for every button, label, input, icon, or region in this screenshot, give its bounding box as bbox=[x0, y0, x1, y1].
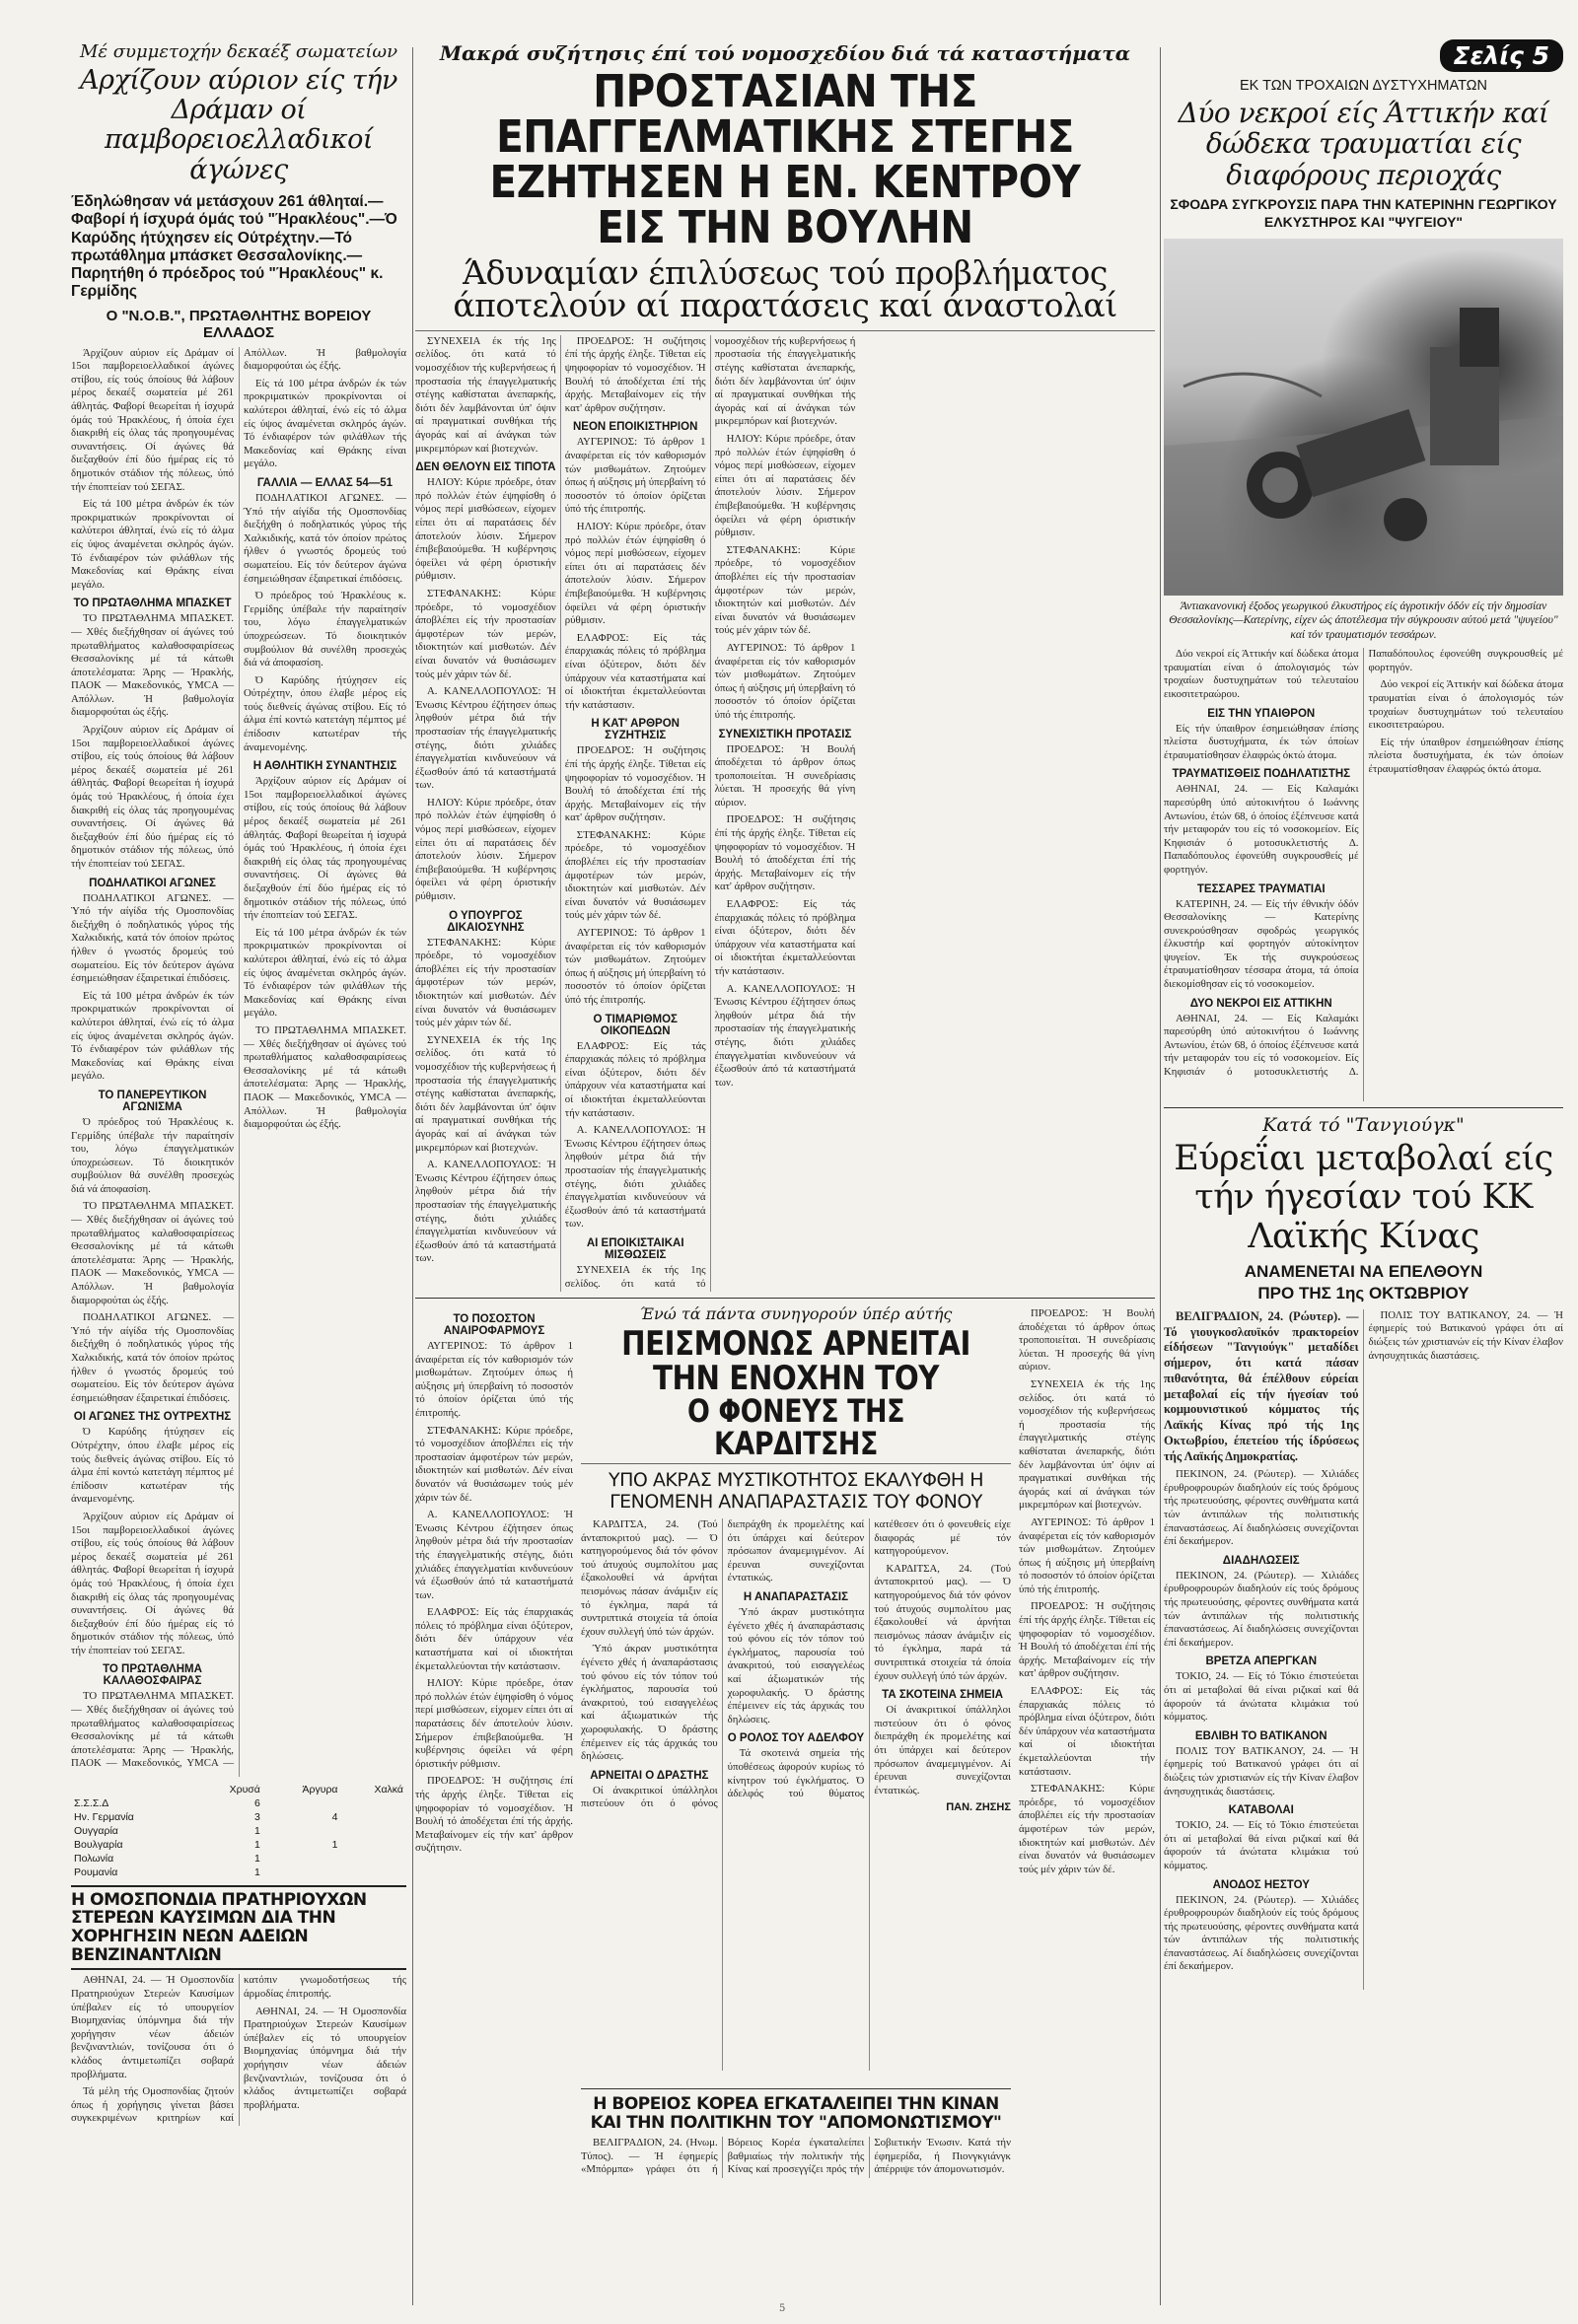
china-body bbox=[1164, 1309, 1563, 1990]
section-head: ΤΟ ΠΑΝΕΡΕΥΤΙΚΟΝ ΑΓΩΝΙΣΜΑ bbox=[98, 1089, 207, 1113]
parliament-body bbox=[415, 335, 1155, 1292]
paragraph: ΣΤΕΦΑΝΑΚΗΣ: Κύριε πρόεδρε, τό νομοσχέδιον άποβλέπει είς τήν προστασίαν άμφοτέρων τών μερών, ιδιοκτητών καί μισθωτών. Δέν είναι δυνατόν νά θυσιάσωμεν τούς μέν χάριν τών δέ. bbox=[415, 587, 556, 680]
paragraph: ΑΥΓΕΡΙΝΟΣ: Τό άρθρον 1 άναφέρεται είς τόν καθορισμόν τών μισθωμάτων. Ζητούμεν όπως ή αύξησις μή ύπερβαίνη τό ποσοστόν τό όποίον όρίζεται ύπό τής έπιτροπής. bbox=[1019, 1515, 1155, 1595]
paragraph: ΠΡΟΕΔΡΟΣ: Ή συζήτησις έπί τής άρχής έληξε. Τίθεται είς ψηφοφορίαν τό νομοσχέδιον. Ή Βουλή τό άποδέχεται έπί τής άρχής. Μεταβαίνομεν είς τήν κατ' άρθρον συζήτησιν. bbox=[564, 334, 706, 414]
section-head: ΠΟΔΗΛΑΤΙΚΟΙ ΑΓΩΝΕΣ bbox=[89, 877, 216, 889]
paragraph: ΠΕΚΙΝΟΝ, 24. (Ρώυτερ). — Χιλιάδες έρυθροφρουρών διαδηλούν είς τούς δρόμους τής πρωτευούσης, φέροντες συνθήματα κατά τών άντιπάλων τής πολιτιστικής έπαναστάσεως. Αί διαδηλώσεις συνεχίζονται έπί δεκαήμερον. bbox=[1164, 1893, 1359, 1973]
section-head: ΣΥΝΕΧΙΣΤΙΚΗ ΠΡΟΤΑΣΙΣ bbox=[718, 728, 852, 740]
accidents-body bbox=[1164, 648, 1563, 1101]
paragraph: ΠΕΚΙΝΟΝ, 24. (Ρώυτερ). — Χιλιάδες έρυθροφρουρών διαδηλούν είς τούς δρόμους τής πρωτευούσης, φέροντες συνθήματα κατά τών άντιπάλων τής πολιτιστικής έπαναστάσεως. Αί διαδηλώσεις συνεχίζονται έπί δεκαήμερον. bbox=[1164, 1569, 1359, 1649]
accidents-headline: Δύο νεκροί είς Άττικήν καί δώδεκα τραυματίαι είς διαφόρους περιοχάς bbox=[1178, 97, 1549, 191]
paragraph: Άρχίζουν αύριον είς Δράμαν οί 15οι παμβορειοελλαδικοί άγώνες στίβου, είς τούς όποίους θά λάβουν μέρος δεκαέξ σωματεία μέ 261 άθλητάς. Φαβορί θεωρείται ή ίσχυρά όμάς τού Ήρακλέους, ή όποία έχει διακριθή είς όλας τάς προηγουμένας συναντήσεις. Οί άγώνες θά διεξαχθούν έπί δύο ήμέρας είς τό δημοτικόν στάδιον τής πόλεως, ύπό τήν έποπτείαν τού ΣΕΓΑΣ. bbox=[71, 346, 234, 493]
paragraph: Ύπό άκραν μυστικότητα έγένετο χθές ή άναπαράστασις τού φόνου είς τόν τόπον τού έγκλήματος, παρουσία τού άνακριτού, τού εισαγγελέως καί άξιωματικών τής χωροφυλακής. Ό δράστης έπέμεινεν είς τάς άρχικάς του δηλώσεις. bbox=[727, 1605, 865, 1725]
paragraph: Άρχίζουν αύριον είς Δράμαν οί 15οι παμβορειοελλαδικοί άγώνες στίβου, είς τούς όποίους θά λάβουν μέρος δεκαέξ σωματεία μέ 261 άθλητάς. Φαβορί θεωρείται ή ίσχυρά όμάς τού Ήρακλέους, ή όποία έχει διακριθή είς όλας τάς προηγουμένας συναντήσεις. Οί άγώνες θά διεξαχθούν έπί δύο ήμέρας είς τό δημοτικόν στάδιον τής πόλεως, ύπό τήν έποπτείαν τού ΣΕΓΑΣ. bbox=[71, 724, 234, 870]
accidents-kicker: ΕΚ ΤΩΝ ΤΡΟΧΑΙΩΝ ΔΥΣΤΥΧΗΜΑΤΩΝ bbox=[1240, 78, 1487, 94]
section-head: Ο ΥΠΟΥΡΓΟΣ ΔΙΚΑΙΟΣΥΝΗΣ bbox=[447, 909, 525, 934]
korea-body bbox=[581, 2137, 1011, 2178]
paragraph: Α. ΚΑΝΕΛΛΟΠΟΥΛΟΣ: Ή Ένωσις Κέντρου έζήτησεν όπως ληφθούν μέτρα διά τήν προστασίαν τής έπαγγελματικής στέγης, διότι χιλιάδες έπαγγελματίαι κινδυνεύουν νά έξωσθούν άπό τά καταστήματά των. bbox=[564, 1124, 706, 1231]
paragraph: ΣΤΕΦΑΝΑΚΗΣ: Κύριε πρόεδρε, τό νομοσχέδιον άποβλέπει είς τήν προστασίαν άμφοτέρων τών μερών, ιδιοκτητών καί μισθωτών. Δέν είναι δυνατόν νά θυσιάσωμεν τούς μέν χάριν τών δέ. bbox=[415, 936, 556, 1029]
section-head: ΤΑ ΣΚΟΤΕΙΝΑ ΣΗΜΕΙΑ bbox=[882, 1689, 1004, 1702]
paragraph: Α. ΚΑΝΕΛΛΟΠΟΥΛΟΣ: Ή Ένωσις Κέντρου έζήτησεν όπως ληφθούν μέτρα διά τήν προστασίαν τής έπαγγελματικής στέγης, διότι χιλιάδες έπαγγελματίαι κινδυνεύουν νά έξωσθούν άπό τά καταστήματά των. bbox=[415, 685, 556, 792]
column-rule bbox=[412, 47, 413, 2305]
section-head: ΚΑΤΑΒΟΛΑΙ bbox=[1228, 1804, 1294, 1817]
kardits-headline-3: Ο ΦΟΝΕΥΣ ΤΗΣ ΚΑΡΔΙΤΣΗΣ bbox=[686, 1392, 905, 1462]
medal-header-cell: Χαλκά bbox=[374, 1783, 403, 1796]
paragraph: ΒΕΛΙΓΡΑΔΙΟΝ, 24. (Ηνωμ. Τύπος). — Ή έφημερίς «Μπόρμπα» γράφει ότι ή Βόρειος Κορέα έγκαταλείπει βαθμιαίως τήν πολιτικήν τής Κίνας καί προσεγγίζει πρός τήν Σοβιετικήν Ένωσιν. Κατά τήν έφημερίδα, ή Πιονγκγιάνγκ άπέρριψε τόν άπομονωτισμόν. bbox=[581, 2137, 1011, 2176]
paragraph: ΗΛΙΟΥ: Κύριε πρόεδρε, όταν πρό πολλών έτών έψηφίσθη ό νόμος περί μισθώσεων, είχομεν είπει ότι αί παρατάσεις δέν άποτελούν λύσιν. Σήμερον έπιβεβαιούμεθα. Ή κυβέρνησις όφείλει νά φέρη όριστικήν ρύθμισιν. bbox=[415, 1677, 573, 1770]
paragraph: Α. ΚΑΝΕΛΛΟΠΟΥΛΟΣ: Ή Ένωσις Κέντρου έζήτησεν όπως ληφθούν μέτρα διά τήν προστασίαν τής έπαγγελματικής στέγης, διότι χιλιάδες έπαγγελματίαι κινδυνεύουν νά έξωσθούν άπό τά καταστήματά των. bbox=[714, 982, 856, 1089]
section-head: ΓΑΛΛΙΑ — ΕΛΛΑΣ 54—51 bbox=[256, 476, 394, 489]
section-head: ΤΟ ΠΟΣΟΣΤΟΝ ΑΝΑΙΡΟΦΑΡΜΟΥΣ bbox=[443, 1313, 545, 1337]
paragraph: ΕΛΑΦΡΟΣ: Είς τάς έπαρχιακάς πόλεις τό πρόβλημα είναι όξύτερον, διότι δέν ύπάρχουν νέα καταστήματα καί οί ιδιοκτήται έκμεταλλεύονται τήν κατάστασιν. bbox=[564, 631, 706, 711]
medal-cell: 1 bbox=[331, 1838, 338, 1851]
parliament-headline-2: ΕΖΗΤΗΣΕΝ Η ΕΝ. ΚΕΝΤΡΟΥ ΕΙΣ ΤΗΝ ΒΟΥΛΗΝ bbox=[489, 155, 1081, 253]
korea-headline: Η ΒΟΡΕΙΟΣ ΚΟΡΕΑ ΕΓΚΑΤΑΛΕΙΠΕΙ ΤΗΝ ΚΙΝΑΝ ΚΑΙ ΤΗΝ ΠΟΛΙΤΙΚΗΝ ΤΟΥ "ΑΠΟΜΟΝΩΤΙΣΜΟΥ" bbox=[590, 2094, 1002, 2134]
section-head: ΤΟ ΠΡΩΤΑΘΛΗΜΑ ΜΠΑΣΚΕΤ bbox=[73, 598, 232, 610]
paragraph: Ύπό άκραν μυστικότητα έγένετο χθές ή άναπαράστασις τού φόνου είς τόν τόπον τού έγκλήματος, παρουσία τού άνακριτού, τού εισαγγελέως καί άξιωματικών τής χωροφυλακής. Ό δράστης έπέμεινεν είς τάς άρχικάς του δηλώσεις. bbox=[581, 1643, 718, 1763]
divider bbox=[1164, 1107, 1563, 1108]
medal-header-cell: Άργυρα bbox=[302, 1783, 338, 1796]
paragraph: ΠΡΟΕΔΡΟΣ: Ή συζήτησις έπί τής άρχής έληξε. Τίθεται είς ψηφοφορίαν τό νομοσχέδιον. Ή Βουλή τό άποδέχεται έπί τής άρχής. Μεταβαίνομεν είς τήν κατ' άρθρον συζήτησιν. bbox=[714, 813, 856, 893]
parliament-headline-4: άποτελούν αί παρατάσεις καί άναστολαί bbox=[453, 286, 1117, 325]
kardits-side-left bbox=[415, 1307, 573, 2185]
medal-cell bbox=[263, 1866, 341, 1879]
paragraph: Α. ΚΑΝΕΛΛΟΠΟΥΛΟΣ: Ή Ένωσις Κέντρου έζήτησεν όπως ληφθούν μέτρα διά τήν προστασίαν τής έπαγγελματικής στέγης, διότι χιλιάδες έπαγγελματίαι κινδυνεύουν νά έξωσθούν άπό τά καταστήματά των. bbox=[415, 1509, 573, 1601]
photo-caption: Άντιακανονική έξοδος γεωργικού έλκυστήρος είς άγροτικήν όδόν είς τήν δημοσίαν Θεσσαλονίκης—Κατερίνης, είχεν ώς άποτέλεσμα τήν σύγκρουσιν αύτού μετά "ψυγείου" καί τόν τραυματισμόν τεσσάρων. bbox=[1169, 600, 1558, 641]
paragraph: ΗΛΙΟΥ: Κύριε πρόεδρε, όταν πρό πολλών έτών έψηφίσθη ό νόμος περί μισθώσεων, είχομεν είπει ότι αί παρατάσεις δέν άποτελούν λύσιν. Σήμερον έπιβεβαιούμεθα. Ή κυβέρνησις όφείλει νά φέρη όριστικήν ρύθμισιν. bbox=[714, 433, 856, 539]
medal-cell: Ουγγαρία bbox=[74, 1824, 118, 1837]
medal-header-cell bbox=[71, 1783, 194, 1796]
paragraph: ΑΥΓΕΡΙΝΟΣ: Τό άρθρον 1 άναφέρεται είς τόν καθορισμόν τών μισθωμάτων. Ζητούμεν όπως ή αύξησις μή ύπερβαίνη τό ποσοστόν τό όποίον όρίζεται ύπό τής έπιτροπής. bbox=[564, 927, 706, 1006]
section-head: ΟΙ ΑΓΩΝΕΣ ΤΗΣ ΟΥΤΡΕΧΤΗΣ bbox=[73, 1411, 232, 1424]
paragraph: Τά σκοτεινά σημεία τής ύποθέσεως άφορούν κυρίως τό κίνητρον τού έγκλήματος. Ό άδελφός τού θύματος κατέθεσεν ότι ό φονευθείς είχε διαφοράς μέ τόν κατηγορούμενον. bbox=[727, 1518, 1011, 1800]
medal-cell bbox=[341, 1866, 407, 1879]
kardits-body bbox=[581, 1518, 1011, 2071]
sports-kicker: Μέ συμμετοχήν δεκαέξ σωματείων bbox=[79, 41, 398, 62]
page-number: 5 bbox=[779, 2303, 786, 2314]
parliament-headline-1: ΠΡΟΣΤΑΣΙΑΝ ΤΗΣ ΕΠΑΓΓΕΛΜΑΤΙΚΗΣ ΣΤΕΓΗΣ bbox=[496, 65, 1074, 163]
medal-cell: 1 bbox=[254, 1824, 260, 1837]
paragraph: Ό Καρύδης ήτύχησεν είς Ούτρέχτην, όπου έλαβε μέρος είς τούς διεθνείς άγώνας στίβου. Είς τό άλμα έπί κοντώ κατετάγη πέμπτος μέ έπίδοσιν κατωτέραν τής άναμενομένης. bbox=[244, 673, 406, 753]
paragraph: ΑΥΓΕΡΙΝΟΣ: Τό άρθρον 1 άναφέρεται είς τόν καθορισμόν τών μισθωμάτων. Ζητούμεν όπως ή αύξησις μή ύπερβαίνη τό ποσοστόν τό όποίον όρίζεται ύπό τής έπιτροπής. bbox=[714, 641, 856, 721]
page-section-badge: Σελίς 5 bbox=[1440, 39, 1563, 72]
fuel-story bbox=[71, 1885, 406, 1971]
kardits-byline: ΠΑΝ. ΖΗΣΗΣ bbox=[946, 1801, 1011, 1814]
medal-cell bbox=[263, 1796, 341, 1810]
medal-cell: 1 bbox=[254, 1838, 260, 1851]
paragraph: ΕΛΑΦΡΟΣ: Είς τάς έπαρχιακάς πόλεις τό πρόβλημα είναι όξύτερον, διότι δέν ύπάρχουν νέα καταστήματα καί οί ιδιοκτήται έκμεταλλεύονται τήν κατάστασιν. bbox=[415, 1606, 573, 1672]
fuel-headline: Η ΟΜΟΣΠΟΝΔΙΑ ΠΡΑΤΗΡΙΟΥΧΩΝ ΣΤΕΡΕΩΝ ΚΑΥΣΙΜΩΝ ΔΙΑ ΤΗΝ ΧΟΡΗΓΗΣΙΝ ΝΕΩΝ ΑΔΕΙΩΝ ΒΕΝΖΙΝΑΝΤΛΙΩΝ bbox=[71, 1889, 367, 1965]
medal-cell bbox=[341, 1824, 407, 1838]
accidents-column bbox=[1164, 39, 1563, 2307]
korea-story bbox=[581, 2082, 1011, 2178]
accidents-sub: ΣΦΟΔΡΑ ΣΥΓΚΡΟΥΣΙΣ ΠΑΡΑ ΤΗΝ ΚΑΤΕΡΙΝΗΝ ΓΕΩΡΓΙΚΟΥ ΕΛΚΥΣΤΗΡΟΣ ΚΑΙ "ΨΥΓΕΙΟΥ" bbox=[1170, 196, 1557, 230]
section-head: ΝΕΟΝ ΕΠΟΙΚΙΣΤΗΡΙΟΝ bbox=[573, 421, 698, 434]
paragraph: Δύο νεκροί είς Άττικήν καί δώδεκα άτομα τραυματίαι είναι ό άπολογισμός τών τροχαίων δυστυχημάτων τού τελευταίου εικοσιτετραώρου. bbox=[1164, 648, 1359, 700]
paragraph: ΠΟΔΗΛΑΤΙΚΟΙ ΑΓΩΝΕΣ. — Ύπό τήν αίγίδα τής Ομοσπονδίας διεξήχθη ό ποδηλατικός γύρος τής Χαλκιδικής, κατά τόν όποίον πρώτος ήλθεν ό γνωστός δρομεύς τού σωματείου. Είς τόν δεύτερον άγώνα έσημειώθησαν έξαιρετικαί έπιδόσεις. bbox=[71, 1311, 234, 1404]
paragraph: ΗΛΙΟΥ: Κύριε πρόεδρε, όταν πρό πολλών έτών έψηφίσθη ό νόμος περί μισθώσεων, είχομεν είπει ότι αί παρατάσεις δέν άποτελούν λύσιν. Σήμερον έπιβεβαιούμεθα. Ή κυβέρνησις όφείλει νά φέρη όριστικήν ρύθμισιν. bbox=[564, 521, 706, 627]
medal-cell bbox=[263, 1852, 341, 1866]
paragraph: Είς τά 100 μέτρα άνδρών έκ τών προκριματικών προκρίνονται οί καλύτεροι άθληταί, ένώ είς τό άλμα είς ύψος άναμένεται σκληρός άγών. Τό ένδιαφέρον τών φιλάθλων τής Μακεδονίας καί Θράκης είναι μεγάλο. bbox=[71, 498, 234, 591]
fuel-body bbox=[71, 1974, 406, 2126]
paragraph: ΑΘΗΝΑΙ, 24. — Ή Ομοσπονδία Πρατηριούχων Στερεών Καυσίμων ύπέβαλεν είς τό υπουργείον Βιομηχανίας ύπόμνημα διά τήν χορήγησιν νέων άδειών βενζιναντλιών, τονίζουσα ότι ό κλάδος άντιμετωπίζει σοβαρά προβλήματα. bbox=[71, 1974, 234, 2080]
paragraph: ΑΘΗΝΑΙ, 24. — Ή Ομοσπονδία Πρατηριούχων Στερεών Καυσίμων ύπέβαλεν είς τό υπουργείον Βιομηχανίας ύπόμνημα διά τήν χορήγησιν νέων άδειών βενζιναντλιών, τονίζουσα ότι ό κλάδος άντιμετωπίζει σοβαρά προβλήματα. bbox=[244, 2005, 406, 2111]
paragraph: ΠΟΔΗΛΑΤΙΚΟΙ ΑΓΩΝΕΣ. — Ύπό τήν αίγίδα τής Ομοσπονδίας διεξήχθη ό ποδηλατικός γύρος τής Χαλκιδικής, κατά τόν όποίον πρώτος ήλθεν ό γνωστός δρομεύς τού σωματείου. Είς τόν δεύτερον άγώνα έσημειώθησαν έξαιρετικαί έπιδόσεις. bbox=[244, 491, 406, 585]
accident-photo bbox=[1164, 239, 1563, 596]
paragraph: ΚΑΤΕΡΙΝΗ, 24. — Είς τήν έθνικήν όδόν Θεσσαλονίκης — Κατερίνης συνεκρούσθησαν σφοδρώς γεωργικός έλκυστήρ καί φορτηγόν αύτοκίνητον ψυγείον. Έκ τής συγκρούσεως έτραυματίσθησαν τέσσαρα άτομα, τά όποία διεκομίσθησαν είς τό νοσοκομείον. bbox=[1164, 897, 1359, 991]
paragraph: ΑΘΗΝΑΙ, 24. — Είς Καλαμάκι παρεσύρθη ύπό αύτοκινήτου ό Ιωάννης Αντωνίου, έτών 68, ό όποίος έξέπνευσε κατά τήν μεταφοράν του είς τό νοσοκομείον. Είς Κηφισιάν ό μοτοσυκλετιστής Δ. Παπαδόπουλος έφονεύθη συγκρουσθείς μέ φορτηγόν. bbox=[1164, 648, 1563, 1079]
medal-cell: Ρουμανία bbox=[74, 1866, 118, 1878]
section-head: ΤΕΣΣΑΡΕΣ ΤΡΑΥΜΑΤΙΑΙ bbox=[1196, 882, 1326, 895]
sports-headline: Αρχίζουν αύριον είς τήν Δράμαν οί παμβορειοελλαδικοί άγώνες bbox=[80, 65, 397, 185]
medal-cell bbox=[341, 1796, 407, 1810]
paragraph: Α. ΚΑΝΕΛΛΟΠΟΥΛΟΣ: Ή Ένωσις Κέντρου έζήτησεν όπως ληφθούν μέτρα διά τήν προστασίαν τής έπαγγελματικής στέγης, διότι χιλιάδες έπαγγελματίαι κινδυνεύουν νά έξωσθούν άπό τά καταστήματά των. bbox=[415, 1159, 556, 1265]
section-head: Η ΚΑΤ' ΑΡΘΡΟΝ ΣΥΖΗΤΗΣΙΣ bbox=[591, 718, 680, 742]
paragraph: ΣΤΕΦΑΝΑΚΗΣ: Κύριε πρόεδρε, τό νομοσχέδιον άποβλέπει είς τήν προστασίαν άμφοτέρων τών μερών, ιδιοκτητών καί μισθωτών. Δέν είναι δυνατόν νά θυσιάσωμεν τούς μέν χάριν τών δέ. bbox=[714, 543, 856, 637]
paragraph: ΠΕΚΙΝΟΝ, 24. (Ρώυτερ). — Χιλιάδες έρυθροφρουρών διαδηλούν είς τούς δρόμους τής πρωτευούσης, φέροντες συνθήματα κατά τών άντιπάλων τής πολιτιστικής έπαναστάσεως. Αί διαδηλώσεις συνεχίζονται έπί δεκαήμερον. bbox=[1164, 1468, 1359, 1548]
divider bbox=[415, 330, 1155, 331]
paragraph: ΑΘΗΝΑΙ, 24. — Είς Καλαμάκι παρεσύρθη ύπό αύτοκινήτου ό Ιωάννης Αντωνίου, έτών 68, ό όποίος έξέπνευσε κατά τήν μεταφοράν του είς τό νοσοκομείον. Είς Κηφισιάν ό μοτοσυκλετιστής Δ. Παπαδόπουλος έφονεύθη συγκρουσθείς μέ φορτηγόν. bbox=[1164, 783, 1359, 876]
divider bbox=[581, 2088, 1011, 2089]
section-head: Ο ΤΙΜΑΡΙΘΜΟΣ ΟΙΚΟΠΕΔΩΝ bbox=[593, 1013, 678, 1037]
medal-cell bbox=[341, 1838, 407, 1852]
china-kicker: Κατά τό "Τανγιούγκ" bbox=[1262, 1114, 1465, 1137]
medal-cell: 3 bbox=[254, 1810, 260, 1823]
paragraph: Ό πρόεδρος τού Ήρακλέους κ. Γερμίδης ύπέβαλε τήν παραίτησίν του, λόγω έπαγγελματικών ύποχρεώσεων. Τό διοικητικόν συμβούλιον θά συνέλθη προσεχώς διά νά άποφασίση. bbox=[71, 1115, 234, 1195]
medal-row bbox=[71, 1838, 406, 1852]
china-sub-1: ΑΝΑΜΕΝΕΤΑΙ ΝΑ ΕΠΕΛΘΟΥΝ bbox=[1244, 1261, 1483, 1281]
paragraph: ΤΟΚΙΟ, 24. — Είς τό Τόκιο έπιστεύεται ότι αί μεταβολαί θά είναι ριζικαί καί θά άφορούν τά άνώτατα κλιμάκια τού κόμματος. bbox=[1164, 1670, 1359, 1724]
medal-cell: 1 bbox=[254, 1852, 260, 1865]
paragraph: Είς τά 100 μέτρα άνδρών έκ τών προκριματικών προκρίνονται οί καλύτεροι άθληταί, ένώ είς τό άλμα είς ύψος άναμένεται σκληρός άγών. Τό ένδιαφέρον τών φιλάθλων τής Μακεδονίας καί Θράκης είναι μεγάλο. bbox=[244, 377, 406, 470]
paragraph: Ό Καρύδης ήτύχησεν είς Ούτρέχτην, όπου έλαβε μέρος είς τούς διεθνείς άγώνας στίβου. Είς τό άλμα έπί κοντώ κατετάγη πέμπτος μέ έπίδοσιν κατωτέραν τής άναμενομένης. bbox=[71, 1426, 234, 1506]
medal-table bbox=[71, 1783, 406, 1879]
paragraph: ΚΑΡΔΙΤΣΑ, 24. (Τού άνταποκριτού μας). — Ό κατηγορούμενος διά τόν φόνον τού άτυχούς συμπολίτου μας έξακολουθεί νά άρνήται πεισμόνως πάσαν άνάμιξιν είς τό έγκλημα, παρά τά συντριπτικά στοιχεία τά όποία έχουν συλλεγή ύπό τών άρχών. bbox=[581, 1518, 718, 1638]
medal-row bbox=[71, 1810, 406, 1824]
paragraph: ΠΡΟΕΔΡΟΣ: Ή Βουλή άποδέχεται τό άρθρον όπως τροποποιείται. Ή συνεδρίασις λύεται. Ή προσεχής θά γίνη αύριον. bbox=[1019, 1307, 1155, 1373]
paragraph: Είς τά 100 μέτρα άνδρών έκ τών προκριματικών προκρίνονται οί καλύτεροι άθληταί, ένώ είς τό άλμα είς ύψος άναμένεται σκληρός άγών. Τό ένδιαφέρον τών φιλάθλων τής Μακεδονίας καί Θράκης είναι μεγάλο. bbox=[71, 989, 234, 1083]
paragraph: Οί άνακριτικοί ύπάλληλοι πιστεύουν ότι ό φόνος διεπράχθη έκ προμελέτης καί ότι ύπάρχει καί δεύτερον πρόσωπον άναμεμιγμένον. Αί έρευναι συνεχίζονται έντατικώς. bbox=[874, 1704, 1011, 1796]
paragraph: Άρχίζουν αύριον είς Δράμαν οί 15οι παμβορειοελλαδικοί άγώνες στίβου, είς τούς όποίους θά λάβουν μέρος δεκαέξ σωματεία μέ 261 άθλητάς. Φαβορί θεωρείται ή ίσχυρά όμάς τού Ήρακλέους, ή όποία έχει διακριθή είς όλας τάς προηγουμένας συναντήσεις. Οί άγώνες θά διεξαχθούν έπί δύο ήμέρας είς τό δημοτικόν στάδιον τής πόλεως, ύπό τήν έποπτείαν τού ΣΕΓΑΣ. bbox=[71, 1510, 234, 1656]
section-head: Η ΑΝΑΠΑΡΑΣΤΑΣΙΣ bbox=[743, 1590, 849, 1603]
paragraph: Οί άνακριτικοί ύπάλληλοι πιστεύουν ότι ό φόνος διεπράχθη έκ προμελέτης καί ότι ύπάρχει καί δεύτερον πρόσωπον άναμεμιγμένον. Αί έρευναι συνεχίζονται έντατικώς. bbox=[581, 1518, 865, 1810]
medal-header-cell: Χρυσά bbox=[229, 1783, 260, 1796]
paragraph: ΣΥΝΕΧΕΙΑ έκ τής 1ης σελίδος. ότι κατά τό νομοσχέδιον τής κυβερνήσεως ή προστασία τής έπαγγελματικής στέγης καθίσταται άνεπαρκής, διότι δέν λαμβάνονται ύπ' όψιν αί πραγματικαί συνθήκαι τής άγοράς καί αί άνάγκαι τών μικρεμπόρων καί βιοτεχνών. bbox=[1019, 1377, 1155, 1512]
parliament-column bbox=[415, 39, 1155, 2199]
medal-row bbox=[71, 1852, 406, 1866]
medal-cell bbox=[341, 1810, 407, 1824]
kardits-headline-1: ΠΕΙΣΜΟΝΩΣ ΑΡΝΕΙΤΑΙ bbox=[621, 1323, 970, 1364]
medal-cell: Ην. Γερμανία bbox=[74, 1810, 134, 1823]
section-head: ΔΙΑΔΗΛΩΣΕΙΣ bbox=[1222, 1554, 1300, 1567]
medal-cell: Βουλγαρία bbox=[74, 1838, 123, 1851]
medal-header-row bbox=[71, 1783, 406, 1796]
paragraph: ΣΥΝΕΧΕΙΑ έκ τής 1ης σελίδος. ότι κατά τό νομοσχέδιον τής κυβερνήσεως ή προστασία τής έπαγγελματικής στέγης καθίσταται άνεπαρκής, διότι δέν λαμβάνονται ύπ' όψιν αί πραγματικαί συνθήκαι τής άγοράς καί αί άνάγκαι τών μικρεμπόρων καί βιοτεχνών. bbox=[415, 334, 556, 455]
column-rule bbox=[1160, 47, 1161, 2305]
divider bbox=[581, 1463, 1011, 1464]
medal-cell: 6 bbox=[254, 1796, 260, 1809]
section-head: ΤΟ ΠΡΩΤΑΘΛΗΜΑ ΚΑΛΑΘΟΣΦΑΙΡΑΣ bbox=[103, 1663, 202, 1688]
paragraph: Είς τά 100 μέτρα άνδρών έκ τών προκριματικών προκρίνονται οί καλύτεροι άθληταί, ένώ είς τό άλμα είς ύψος άναμένεται σκληρός άγών. Τό ένδιαφέρον τών φιλάθλων τής Μακεδονίας καί Θράκης είναι μεγάλο. bbox=[244, 926, 406, 1020]
section-head: Η ΑΘΛΗΤΙΚΗ ΣΥΝΑΝΤΗΣΙΣ bbox=[252, 760, 397, 773]
section-head: ΕΒΛΙΒΗ ΤΟ ΒΑΤΙΚΑΝΟΝ bbox=[1194, 1729, 1327, 1742]
paragraph: ΣΥΝΕΧΕΙΑ έκ τής 1ης σελίδος. ότι κατά τό νομοσχέδιον τής κυβερνήσεως ή προστασία τής έπαγγελματικής στέγης καθίσταται άνεπαρκής, διότι δέν λαμβάνονται ύπ' όψιν αί πραγματικαί συνθήκαι τής άγοράς καί αί άνάγκαι τών μικρεμπόρων καί βιοτεχνών. bbox=[564, 334, 856, 1290]
section-head: ΒΡΕΤΖΑ ΑΠΕΡΓΚΑΝ bbox=[1205, 1655, 1318, 1668]
paragraph: ΣΤΕΦΑΝΑΚΗΣ: Κύριε πρόεδρε, τό νομοσχέδιον άποβλέπει είς τήν προστασίαν άμφοτέρων τών μερών, ιδιοκτητών καί μισθωτών. Δέν είναι δυνατόν νά θυσιάσωμεν τούς μέν χάριν τών δέ. bbox=[415, 1424, 573, 1504]
china-lead: ΒΕΛΙΓΡΑΔΙΟΝ, 24. (Ρώυτερ). — Τό γιουγκοσλαυϊκόν πρακτορείον είδήσεων "Τανγιούγκ" μεταδίδει σήμερον, ότι κατά πάσαν πιθανότητα, θά έπέλθουν εύρείαι μεταβολαί είς τήν ήγεσίαν τού κομμουνιστικού κόμματος τής Λαϊκής Κίνας πρό τής 1ης Οκτωβρίου, έπετείου τής ίδρύσεως τής Λαϊκής Δημοκρατίας. bbox=[1164, 1308, 1359, 1463]
paragraph: Είς τήν ύπαιθρον έσημειώθησαν έπίσης πλείστα δυστυχήματα, έκ τών όποίων έτραυματίσθησαν έλαφρώς όκτώ άτομα. bbox=[1164, 722, 1359, 761]
section-head: ΔΥΟ ΝΕΚΡΟΙ ΕΙΣ ΑΤΤΙΚΗΝ bbox=[1189, 997, 1332, 1010]
section-head: ΑΡΝΕΙΤΑΙ Ο ΔΡΑΣΤΗΣ bbox=[590, 1769, 709, 1782]
medal-cell: Σ.Σ.Σ.Δ bbox=[74, 1796, 109, 1809]
paragraph: Είς τήν ύπαιθρον έσημειώθησαν έπίσης πλείστα δυστυχήματα, έκ τών όποίων έτραυματίσθησαν έλαφρώς όκτώ άτομα. bbox=[1368, 736, 1563, 775]
parliament-headline-3: Άδυναμίαν έπιλύσεως τού προβλήματος bbox=[463, 252, 1108, 292]
divider bbox=[415, 1298, 1155, 1299]
paragraph: ΠΡΟΕΔΡΟΣ: Ή συζήτησις έπί τής άρχής έληξε. Τίθεται είς ψηφοφορίαν τό νομοσχέδιον. Ή Βουλή τό άποδέχεται έπί τής άρχής. Μεταβαίνομεν είς τήν κατ' άρθρον συζήτησιν. bbox=[564, 744, 706, 824]
medal-cell: Πολωνία bbox=[74, 1852, 114, 1865]
paragraph: ΚΑΡΔΙΤΣΑ, 24. (Τού άνταποκριτού μας). — Ό κατηγορούμενος διά τόν φόνον τού άτυχούς συμπολίτου μας έξακολουθεί νά άρνήται πεισμόνως πάσαν άνάμιξιν είς τό έγκλημα, παρά τά συντριπτικά στοιχεία τά όποία έχουν συλλεγή ύπό τών άρχών. bbox=[874, 1562, 1011, 1682]
kardits-deck: ΥΠΟ ΑΚΡΑΣ ΜΥΣΤΙΚΟΤΗΤΟΣ ΕΚΑΛΥΦΘΗ Η ΓΕΝΟΜΕΝΗ ΑΝΑΠΑΡΑΣΤΑΣΙΣ ΤΟΥ ΦΟΝΟΥ bbox=[608, 1469, 984, 1513]
section-head: ΑΙ ΕΠΟΙΚΙΣΤΑΙΚΑΙ ΜΙΣΘΩΣΕΙΣ bbox=[586, 1236, 684, 1261]
paragraph: ΕΛΑΦΡΟΣ: Είς τάς έπαρχιακάς πόλεις τό πρόβλημα είναι όξύτερον, διότι δέν ύπάρχουν νέα καταστήματα καί οί ιδιοκτήται έκμεταλλεύονται τήν κατάστασιν. bbox=[564, 1039, 706, 1119]
paragraph: ΠΡΟΕΔΡΟΣ: Ή Βουλή άποδέχεται τό άρθρον όπως τροποποιείται. Ή συνεδρίασις λύεται. Ή προσεχής θά γίνη αύριον. bbox=[714, 742, 856, 809]
medal-cell: 4 bbox=[331, 1810, 338, 1823]
paragraph: ΑΥΓΕΡΙΝΟΣ: Τό άρθρον 1 άναφέρεται είς τόν καθορισμόν τών μισθωμάτων. Ζητούμεν όπως ή αύξησις μή ύπερβαίνη τό ποσοστόν τό όποίον όρίζεται ύπό τής έπιτροπής. bbox=[415, 1340, 573, 1419]
section-head: ΔΕΝ ΘΕΛΟΥΝ ΕΙΣ ΤΙΠΟΤΑ bbox=[415, 461, 556, 474]
paragraph: Τά μέλη τής Ομοσπονδίας ζητούν όπως ή χορήγησις γίνεται βάσει συγκεκριμένων κριτηρίων καί κατόπιν γνωμοδοτήσεως τής άρμοδίας έπιτροπής. bbox=[71, 1974, 406, 2125]
section-head: ΤΡΑΥΜΑΤΙΣΘΕΙΣ ΠΟΔΗΛΑΤΙΣΤΗΣ bbox=[1172, 768, 1351, 781]
paragraph: ΑΥΓΕΡΙΝΟΣ: Τό άρθρον 1 άναφέρεται είς τόν καθορισμόν τών μισθωμάτων. Ζητούμεν όπως ή αύξησις μή ύπερβαίνη τό ποσοστόν τό όποίον όρίζεται ύπό τής έπιτροπής. bbox=[564, 436, 706, 516]
kardits-story bbox=[581, 1304, 1011, 1513]
china-headline: Εύρεΐαι μεταβολαί είς τήν ήγεσίαν τού ΚΚ Λαϊκής Κίνας bbox=[1174, 1139, 1553, 1256]
paragraph: Δύο νεκροί είς Άττικήν καί δώδεκα άτομα τραυματίαι είναι ό άπολογισμός τών τροχαίων δυστυχημάτων τού τελευταίου εικοσιτετραώρου. bbox=[1368, 678, 1563, 732]
sports-body bbox=[71, 347, 406, 1777]
sports-column bbox=[71, 39, 406, 2307]
paragraph: ΕΛΑΦΡΟΣ: Είς τάς έπαρχιακάς πόλεις τό πρόβλημα είναι όξύτερον, διότι δέν ύπάρχουν νέα καταστήματα καί οί ιδιοκτήται έκμεταλλεύονται τήν κατάστασιν. bbox=[714, 898, 856, 977]
section-badge-wrap bbox=[1164, 39, 1563, 72]
paragraph: ΠΟΛΙΣ ΤΟΥ ΒΑΤΙΚΑΝΟΥ, 24. — Ή έφημερίς τού Βατικανού γράφει ότι αί διώξεις τών χριστιανών είς τήν Κίναν έλαβον άνησυχητικάς διαστάσεις. bbox=[1164, 1744, 1359, 1797]
medal-cell: 1 bbox=[254, 1866, 260, 1878]
paragraph: ΠΟΛΙΣ ΤΟΥ ΒΑΤΙΚΑΝΟΥ, 24. — Ή έφημερίς τού Βατικανού γράφει ότι αί διώξεις τών χριστιανών είς τήν Κίναν έλαβον άνησυχητικάς διαστάσεις. bbox=[1368, 1308, 1563, 1362]
paragraph: ΠΟΔΗΛΑΤΙΚΟΙ ΑΓΩΝΕΣ. — Ύπό τήν αίγίδα τής Ομοσπονδίας διεξήχθη ό ποδηλατικός γύρος τής Χαλκιδικής, κατά τόν όποίον πρώτος ήλθεν ό γνωστός δρομεύς τού σωματείου. Είς τόν δεύτερον άγώνα έσημειώθησαν έξαιρετικαί έπιδόσεις. bbox=[71, 891, 234, 985]
paragraph: Άρχίζουν αύριον είς Δράμαν οί 15οι παμβορειοελλαδικοί άγώνες στίβου, είς τούς όποίους θά λάβουν μέρος δεκαέξ σωματεία μέ 261 άθλητάς. Φαβορί θεωρείται ή ίσχυρά όμάς τού Ήρακλέους, ή όποία έχει διακριθή είς όλας τάς προηγουμένας συναντήσεις. Οί άγώνες θά διεξαχθούν έπί δύο ήμέρας είς τό δημοτικόν στάδιον τής πόλεως, ύπό τήν έποπτείαν τού ΣΕΓΑΣ. bbox=[244, 775, 406, 922]
medal-cell bbox=[341, 1852, 407, 1866]
kardits-kicker: Ένώ τά πάντα συνηγορούν ύπέρ αύτής bbox=[639, 1303, 953, 1323]
paragraph: ΤΟ ΠΡΩΤΑΘΛΗΜΑ ΜΠΑΣΚΕΤ. — Χθές διεξήχθησαν οί άγώνες τού πρωταθλήματος καλαθοσφαιρίσεως Θεσσαλονίκης μέ τά κάτωθι άποτελέσματα: Άρης — Ήρακλής, ΠΑΟΚ — Μακεδονικός, ΥΜCΑ — Απόλλων. Ή βαθμολογία διαμορφούται ώς έξής. bbox=[244, 1023, 406, 1131]
paragraph: ΤΟ ΠΡΩΤΑΘΛΗΜΑ ΜΠΑΣΚΕΤ. — Χθές διεξήχθησαν οί άγώνες τού πρωταθλήματος καλαθοσφαιρίσεως Θεσσαλονίκης μέ τά κάτωθι άποτελέσματα: Άρης — Ήρακλής, ΠΑΟΚ — Μακεδονικός, ΥΜCΑ — Απόλλων. Ή βαθμολογία διαμορφούται ώς έξής. bbox=[71, 1200, 234, 1306]
paragraph: ΣΤΕΦΑΝΑΚΗΣ: Κύριε πρόεδρε, τό νομοσχέδιον άποβλέπει είς τήν προστασίαν άμφοτέρων τών μερών, ιδιοκτητών καί μισθωτών. Δέν είναι δυνατόν νά θυσιάσωμεν τούς μέν χάριν τών δέ. bbox=[1019, 1783, 1155, 1875]
kardits-headline-2: ΤΗΝ ΕΝΟΧΗΝ ΤΟΥ bbox=[652, 1358, 939, 1398]
paragraph: ΠΡΟΕΔΡΟΣ: Ή συζήτησις έπί τής άρχής έληξε. Τίθεται είς ψηφοφορίαν τό νομοσχέδιον. Ή Βουλή τό άποδέχεται έπί τής άρχής. Μεταβαίνομεν είς τήν κατ' άρθρον συζήτησιν. bbox=[415, 1775, 573, 1855]
paragraph: ΗΛΙΟΥ: Κύριε πρόεδρε, όταν πρό πολλών έτών έψηφίσθη ό νόμος περί μισθώσεων, είχομεν είπει ότι αί παρατάσεις δέν άποτελούν λύσιν. Σήμερον έπιβεβαιούμεθα. Ή κυβέρνησις όφείλει νά φέρη όριστικήν ρύθμισιν. bbox=[415, 796, 556, 903]
parliament-kicker: Μακρά συζήτησις έπί τού νομοσχεδίου διά τά καταστήματα bbox=[439, 41, 1131, 65]
paragraph: ΗΛΙΟΥ: Κύριε πρόεδρε, όταν πρό πολλών έτών έψηφίσθη ό νόμος περί μισθώσεων, είχομεν είπει ότι αί παρατάσεις δέν άποτελούν λύσιν. Σήμερον έπιβεβαιούμεθα. Ή κυβέρνησις όφείλει νά φέρη όριστικήν ρύθμισιν. bbox=[415, 476, 556, 583]
medal-cell bbox=[263, 1824, 341, 1838]
paragraph: ΤΟ ΠΡΩΤΑΘΛΗΜΑ ΜΠΑΣΚΕΤ. — Χθές διεξήχθησαν οί άγώνες τού πρωταθλήματος καλαθοσφαιρίσεως Θεσσαλονίκης μέ τά κάτωθι άποτελέσματα: Άρης — Ήρακλής, ΠΑΟΚ — Μακεδονικός, ΥΜCΑ — Απόλλων. Ή βαθμολογία διαμορφούται ώς έξής. bbox=[71, 612, 234, 719]
section-head: Ο ΡΟΛΟΣ ΤΟΥ ΑΔΕΛΦΟΥ bbox=[727, 1732, 865, 1745]
china-sub-2: ΠΡΟ ΤΗΣ 1ης ΟΚΤΩΒΡΙΟΥ bbox=[1257, 1283, 1470, 1303]
medal-row bbox=[71, 1796, 406, 1810]
paragraph: ΣΥΝΕΧΕΙΑ έκ τής 1ης σελίδος. ότι κατά τό νομοσχέδιον τής κυβερνήσεως ή προστασία τής έπαγγελματικής στέγης καθίσταται άνεπαρκής, διότι δέν λαμβάνονται ύπ' όψιν αί πραγματικαί συνθήκαι τής άγοράς καί αί άνάγκαι τών μικρεμπόρων καί βιοτεχνών. bbox=[415, 1033, 556, 1154]
paragraph: ΠΡΟΕΔΡΟΣ: Ή συζήτησις έπί τής άρχής έληξε. Τίθεται είς ψηφοφορίαν τό νομοσχέδιον. Ή Βουλή τό άποδέχεται έπί τής άρχής. Μεταβαίνομεν είς τήν κατ' άρθρον συζήτησιν. bbox=[1019, 1600, 1155, 1680]
paragraph: ΕΛΑΦΡΟΣ: Είς τάς έπαρχιακάς πόλεις τό πρόβλημα είναι όξύτερον, διότι δέν ύπάρχουν νέα καταστήματα καί οί ιδιοκτήται έκμεταλλεύονται τήν κατάστασιν. bbox=[1019, 1685, 1155, 1778]
sports-deck: Έδηλώθησαν νά μετάσχουν 261 άθληταί.—Φαβορί ή ίσχυρά όμάς τού "Ήρακλέους".—Ό Καρύδης ήτύχησεν είς Ούτρέχτην.—Τό πρωτάθλημα μπάσκετ Θεσσαλονίκης.— Παρητήθη ό πρόεδρος τού "Ήρακλέους" κ. Γερμίδης bbox=[71, 192, 397, 301]
section-head: ΑΝΟΔΟΣ ΗΕΣΤΟΥ bbox=[1212, 1878, 1310, 1891]
paragraph: ΣΤΕΦΑΝΑΚΗΣ: Κύριε πρόεδρε, τό νομοσχέδιον άποβλέπει είς τήν προστασίαν άμφοτέρων τών μερών, ιδιοκτητών καί μισθωτών. Δέν είναι δυνατόν νά θυσιάσωμεν τούς μέν χάριν τών δέ. bbox=[564, 828, 706, 922]
medal-row bbox=[71, 1824, 406, 1838]
tractor-crash-image bbox=[1164, 239, 1563, 596]
paragraph: ΤΟΚΙΟ, 24. — Είς τό Τόκιο έπιστεύεται ότι αί μεταβολαί θά είναι ριζικαί καί θά άφορούν τά άνώτατα κλιμάκια τού κόμματος. bbox=[1164, 1819, 1359, 1871]
kardits-side-right bbox=[1019, 1307, 1155, 2185]
medal-row bbox=[71, 1866, 406, 1879]
paragraph: Ό πρόεδρος τού Ήρακλέους κ. Γερμίδης ύπέβαλε τήν παραίτησίν του, λόγω έπαγγελματικών ύποχρεώσεων. Τό διοικητικόν συμβούλιον θά συνέλθη προσεχώς διά νά άποφασίση. bbox=[244, 590, 406, 669]
section-head: ΕΙΣ ΤΗΝ ΥΠΑΙΘΡΟΝ bbox=[1207, 707, 1316, 720]
sports-sub: Ο "Ν.Ο.Β.", ΠΡΩΤΑΘΛΗΤΗΣ ΒΟΡΕΙΟΥ ΕΛΛΑΔΟΣ bbox=[106, 307, 372, 341]
paragraph: ΤΟ ΠΡΩΤΑΘΛΗΜΑ ΜΠΑΣΚΕΤ. — Χθές διεξήχθησαν οί άγώνες τού πρωταθλήματος καλαθοσφαιρίσεως Θεσσαλονίκης μέ τά κάτωθι άποτελέσματα: Άρης — Ήρακλής, ΠΑΟΚ — Μακεδονικός, ΥΜCΑ — Απόλλων. Ή βαθμολογία διαμορφούται ώς έξής. bbox=[71, 346, 406, 1770]
